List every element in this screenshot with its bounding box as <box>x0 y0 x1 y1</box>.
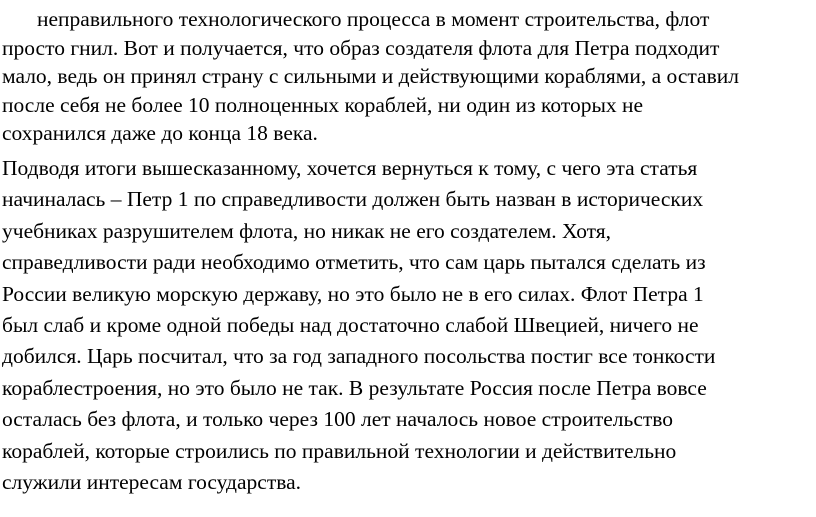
text-line: сохранился даже до конца 18 века. <box>2 121 318 146</box>
text-line: учебниках разрушителем флота, но никак не его создателем. Хотя, <box>2 218 612 243</box>
text-line: неправильного технологического процесса в момент строительства, флот <box>37 7 710 31</box>
text-line: добился. Царь посчитал, что за год западного посольства постиг все тонкости <box>2 344 716 369</box>
text-line: начиналась – Петр 1 по справедливости должен быть назван в исторических <box>2 187 704 212</box>
text-line: просто гнил. Вот и получается, что образ создателя флота для Петра подходит <box>2 35 720 60</box>
text-line: России великую морскую державу, но это было не в его силах. Флот Петра 1 <box>2 281 704 306</box>
text-line: осталась без флота, и только через 100 лет началось новое строительство <box>2 407 674 432</box>
paragraph-continuation <box>2 5 739 148</box>
text-line: мало, ведь он принял страну с сильными и действующими кораблями, а оставил <box>2 64 739 89</box>
text-line: кораблестроения, но это было не так. В результате Россия после Петра вовсе <box>2 375 707 400</box>
text-line: справедливости ради необходимо отметить, что сам царь пытался сделать из <box>2 250 706 275</box>
text-line: был слаб и кроме одной победы над достаточно слабой Швецией, ничего не <box>2 312 699 337</box>
text-line: служили интересам государства. <box>2 469 301 494</box>
paragraph-conclusion <box>2 153 715 498</box>
text-line: Подводя итоги вышесказанному, хочется вернуться к тому, с чего эта статья <box>2 156 698 180</box>
text-line: после себя не более 10 полноценных кораблей, ни один из которых не <box>2 92 644 117</box>
text-line: кораблей, которые строились по правильной технологии и действительно <box>2 438 677 463</box>
